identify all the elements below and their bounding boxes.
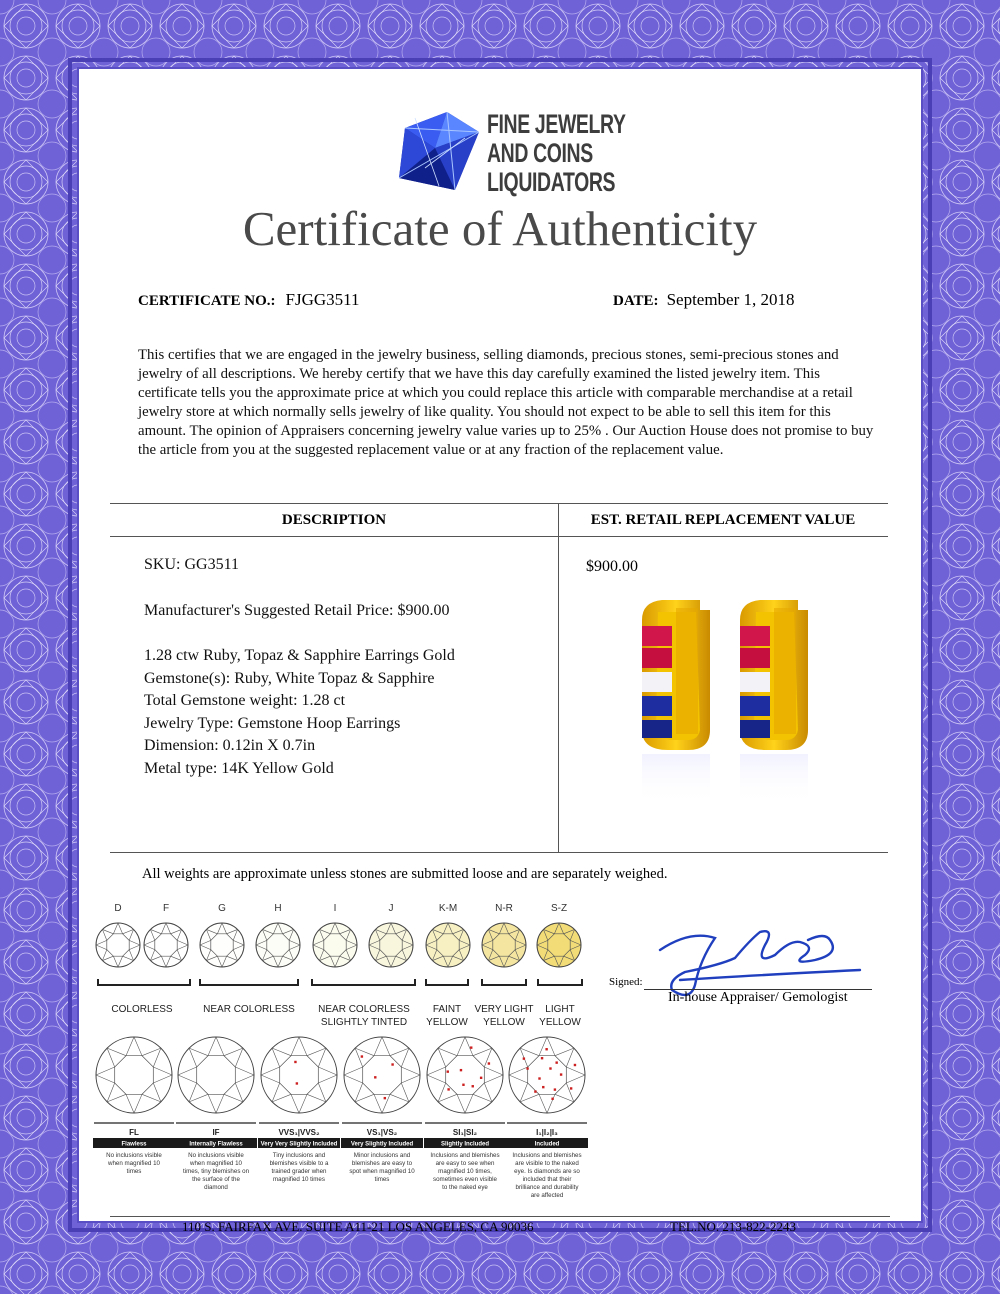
company-phone: TEL.NO. 213-822-2243 — [670, 1219, 797, 1234]
right-earring — [740, 600, 808, 750]
detail-line: Gemstone(s): Ruby, White Topaz & Sapphire — [144, 669, 435, 687]
clarity-description: blemishes are easy to — [351, 1160, 413, 1167]
table-header-rule — [110, 536, 888, 537]
inclusion-mark — [384, 1097, 386, 1099]
detail-line: Dimension: 0.12in X 0.7in — [144, 737, 316, 754]
color-category-label: VERY LIGHT — [474, 1004, 534, 1015]
certificate-title: Certificate of Authenticity — [242, 201, 758, 256]
company-name-line: AND COINS — [487, 138, 593, 168]
clarity-grade: I₁|I₂|I₃ — [536, 1128, 558, 1137]
inclusion-mark — [391, 1063, 393, 1065]
weights-note: All weights are approximate unless stones are submitted loose and are separately weighed. — [142, 866, 668, 882]
certificate-date — [613, 290, 795, 310]
clarity-name: Slightly Included — [440, 1141, 490, 1148]
clarity-description: Inclusions and blemishes — [430, 1152, 500, 1159]
certificate-number — [138, 290, 360, 310]
color-grade-label: D — [114, 903, 122, 914]
inclusion-mark — [470, 1046, 472, 1048]
clarity-description: magnified 10 times — [273, 1176, 325, 1183]
inclusion-mark — [374, 1076, 376, 1078]
color-grade-label: J — [388, 903, 394, 914]
earrings-photo — [618, 590, 828, 810]
company-logo — [395, 108, 635, 200]
left-earring — [642, 600, 710, 750]
color-grade-label: I — [333, 903, 337, 914]
inclusion-mark — [523, 1057, 525, 1059]
clarity-description: blemishes visible to a — [269, 1160, 329, 1167]
clarity-grade: VS₁|VS₂ — [366, 1128, 398, 1137]
inclusion-mark — [447, 1088, 449, 1090]
color-grade-label: K-M — [438, 903, 458, 914]
color-category-label: LIGHT — [545, 1004, 575, 1015]
color-bracket — [426, 979, 468, 985]
clarity-description: are easy to see when — [435, 1160, 495, 1167]
appraiser-title: In-house Appraiser/ Gemologist — [668, 990, 848, 1005]
company-address: 110 S. FAIRFAX AVE. SUITE A11-21 LOS ANGELES, CA 90036 — [182, 1219, 534, 1234]
color-category-label: NEAR COLORLESS — [318, 1004, 410, 1015]
inclusion-mark — [462, 1084, 464, 1086]
clarity-description: eye. Is diamonds are so — [514, 1168, 580, 1175]
value-header: EST. RETAIL REPLACEMENT VALUE — [590, 512, 856, 528]
inclusion-mark — [361, 1055, 363, 1057]
clarity-description: included that their — [522, 1176, 572, 1183]
inclusion-mark — [488, 1062, 490, 1064]
clarity-description: times — [126, 1168, 142, 1175]
clarity-name: Internally Flawless — [189, 1141, 243, 1148]
company-name-line: FINE JEWELRY — [487, 109, 626, 139]
msrp: Manufacturer's Suggested Retail Price: $900.00 — [144, 601, 450, 619]
date-value: September 1, 2018 — [666, 290, 795, 309]
inclusion-mark — [480, 1077, 482, 1079]
clarity-grade: VVS₁|VVS₂ — [278, 1128, 320, 1137]
clarity-grade: SI₁|SI₂ — [452, 1128, 478, 1137]
inclusion-mark — [574, 1064, 576, 1066]
clarity-description: diamond — [204, 1184, 228, 1191]
certificate-number-value: FJGG3511 — [285, 290, 360, 309]
inclusion-mark — [296, 1082, 298, 1084]
company-name — [487, 110, 626, 197]
footer-rule — [110, 1216, 890, 1217]
table-column-divider — [558, 503, 559, 853]
color-category-label: SLIGHTLY TINTED — [320, 1017, 408, 1028]
detail-line: 1.28 ctw Ruby, Topaz & Sapphire Earrings Gold — [144, 647, 455, 664]
color-grade-label: H — [274, 903, 282, 914]
inclusion-mark — [534, 1090, 536, 1092]
inclusion-mark — [472, 1085, 474, 1087]
certification-statement: This certifies that we are engaged in the jewelry business, selling diamonds, precious stones, semi-precious stones and jewelry of all descriptions. We hereby certify that we have this day carefully examined the listed jewelry item. This certificate tells you the approximate price at which you could replace this article with comparable merchandise at a retail jewelry store at which normally sells jewelry of like quality. You should not expect to be able to sell this item for this amount. The opinion of Appraisers concerning jewelry value varies up to 25% . Our Auction House does not promise to buy the article from you at the suggested replacement value or at any fraction of the replacement value. — [138, 347, 874, 458]
clarity-description: Tiny inclusions and — [272, 1152, 326, 1159]
color-bracket — [200, 979, 298, 985]
clarity-description: the surface of the — [192, 1176, 240, 1183]
clarity-description: No inclusions visible — [188, 1152, 244, 1159]
clarity-description: trained grader when — [271, 1168, 327, 1175]
color-grade-label: S-Z — [550, 903, 568, 914]
sku: SKU: GG3511 — [144, 556, 239, 573]
diamond-grading-chart — [90, 895, 600, 1215]
inclusion-mark — [555, 1061, 557, 1063]
color-grade-label: G — [218, 903, 226, 914]
date-label: DATE: — [613, 293, 659, 309]
clarity-description: brilliance and durability — [515, 1184, 579, 1191]
clarity-description: No inclusions visible — [106, 1152, 162, 1159]
color-grade-label: N-R — [495, 903, 513, 914]
color-category-label: NEAR COLORLESS — [203, 1004, 295, 1015]
clarity-name: Flawless — [121, 1141, 147, 1148]
table-top-rule — [110, 503, 888, 504]
inclusion-mark — [447, 1070, 449, 1072]
inclusion-mark — [560, 1073, 562, 1075]
clarity-description: sometimes even visible — [433, 1176, 497, 1183]
inclusion-mark — [551, 1098, 553, 1100]
clarity-description: spot when magnified 10 — [349, 1168, 415, 1175]
item-description — [144, 554, 455, 780]
clarity-description: when magnified 10 — [190, 1160, 242, 1167]
clarity-description: are affected — [530, 1192, 564, 1199]
inclusion-mark — [554, 1088, 556, 1090]
clarity-grade: IF — [212, 1128, 220, 1137]
color-bracket — [98, 979, 190, 985]
clarity-description: times — [374, 1176, 390, 1183]
inclusion-mark — [526, 1067, 528, 1069]
clarity-description: when magnified 10 — [108, 1160, 160, 1167]
certificate-number-label: CERTIFICATE NO.: — [138, 293, 276, 309]
color-bracket — [538, 979, 582, 985]
description-header: DESCRIPTION — [281, 512, 387, 528]
clarity-description: to the naked eye — [442, 1184, 488, 1191]
color-category-label: FAINT — [432, 1004, 462, 1015]
clarity-description: are visible to the naked — [515, 1160, 579, 1167]
inclusion-mark — [570, 1087, 572, 1089]
color-grade-label: F — [162, 903, 170, 914]
inclusion-mark — [542, 1086, 544, 1088]
color-bracket — [482, 979, 526, 985]
color-category-label: YELLOW — [483, 1017, 525, 1028]
detail-line: Jewelry Type: Gemstone Hoop Earrings — [144, 714, 401, 732]
inclusion-mark — [545, 1048, 547, 1050]
detail-line: Total Gemstone weight: 1.28 ct — [144, 692, 346, 709]
clarity-name: Included — [534, 1141, 560, 1148]
gem-logo-icon — [395, 108, 487, 196]
detail-line: Metal type: 14K Yellow Gold — [144, 759, 334, 777]
inclusion-mark — [294, 1061, 296, 1063]
color-category-label: YELLOW — [539, 1017, 581, 1028]
inclusion-mark — [460, 1069, 462, 1071]
clarity-name: Very Very Slightly Included — [260, 1141, 338, 1148]
color-category-label: YELLOW — [426, 1017, 468, 1028]
color-bracket — [312, 979, 415, 985]
company-name-line: LIQUIDATORS — [487, 167, 616, 197]
clarity-description: Inclusions and blemishes — [512, 1152, 582, 1159]
clarity-description: times, tiny blemishes on — [182, 1168, 250, 1175]
clarity-description: Minor inclusions and — [353, 1152, 411, 1159]
inclusion-mark — [549, 1067, 551, 1069]
clarity-grade: FL — [129, 1128, 139, 1137]
table-bottom-rule — [110, 852, 888, 853]
clarity-description: magnified 10 times, — [438, 1168, 492, 1175]
replacement-value: $900.00 — [586, 558, 638, 575]
inclusion-mark — [541, 1057, 543, 1059]
clarity-name: Very Slightly Included — [350, 1141, 414, 1148]
inclusion-mark — [538, 1077, 540, 1079]
color-category-label: COLORLESS — [111, 1004, 173, 1015]
signed-label: Signed: — [609, 976, 643, 988]
